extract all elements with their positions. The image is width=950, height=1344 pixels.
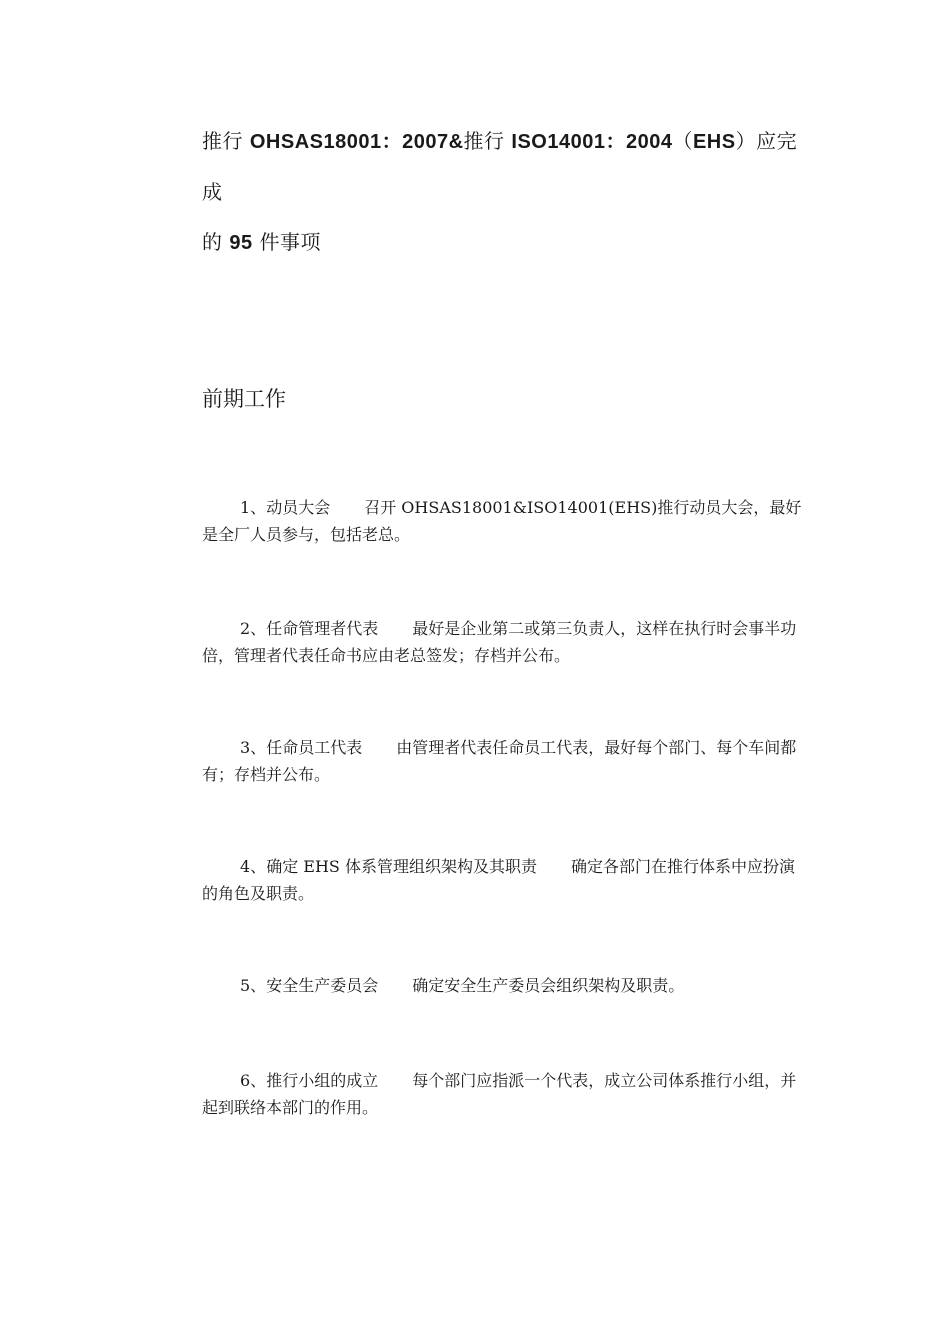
title-text: 的	[202, 230, 230, 254]
title-ehs: EHS	[692, 131, 736, 153]
document-title	[202, 116, 812, 268]
title-text: 推行	[463, 129, 512, 153]
title-text: 件事项	[252, 230, 321, 254]
title-standard-iso: ISO14001：2004	[511, 131, 673, 153]
item-name: 任命员工代表	[266, 738, 363, 757]
title-text: ）应完成	[202, 129, 798, 204]
item-number: 4、	[240, 857, 267, 876]
list-item	[202, 853, 810, 907]
list-item	[202, 972, 810, 999]
item-name: 任命管理者代表	[266, 619, 379, 638]
title-line-1	[202, 116, 812, 217]
item-number: 2、	[240, 619, 267, 638]
title-line-2	[202, 217, 812, 268]
item-name: 动员大会	[266, 498, 331, 517]
item-description: 每个部门应指派一个代表，成立公司体系推行小组，并起到联络本部门的作用。	[202, 1071, 797, 1117]
title-text: 推行	[202, 129, 250, 153]
item-description: 确定各部门在推行体系中应扮演的角色及职责。	[202, 857, 795, 903]
item-number: 3、	[240, 738, 267, 757]
item-number: 1、	[240, 498, 267, 517]
list-item	[202, 615, 810, 669]
list-item	[202, 494, 810, 548]
list-item	[202, 734, 810, 788]
title-count: 95	[229, 232, 253, 254]
section-heading: 前期工作	[202, 387, 286, 411]
item-name: 安全生产委员会	[266, 976, 379, 995]
item-description: 最好是企业第二或第三负责人，这样在执行时会事半功倍，管理者代表任命书应由老总签发；存档并公布。	[202, 619, 797, 665]
item-name: 确定 EHS 体系管理组织架构及其职责	[266, 857, 537, 876]
item-description: 召开 OHSAS18001&ISO14001(EHS)推行动员大会，最好是全厂人员参与，包括老总。	[202, 498, 802, 544]
title-text: （	[672, 129, 693, 153]
item-number: 6、	[240, 1071, 267, 1090]
item-name: 推行小组的成立	[266, 1071, 379, 1090]
item-description: 由管理者代表任命员工代表，最好每个部门、每个车间都有；存档并公布。	[202, 738, 797, 784]
item-description: 确定安全生产委员会组织架构及职责。	[412, 976, 685, 995]
title-standard-ohsas: OHSAS18001：2007&	[249, 131, 464, 153]
item-number: 5、	[240, 976, 267, 995]
list-item	[202, 1067, 810, 1121]
